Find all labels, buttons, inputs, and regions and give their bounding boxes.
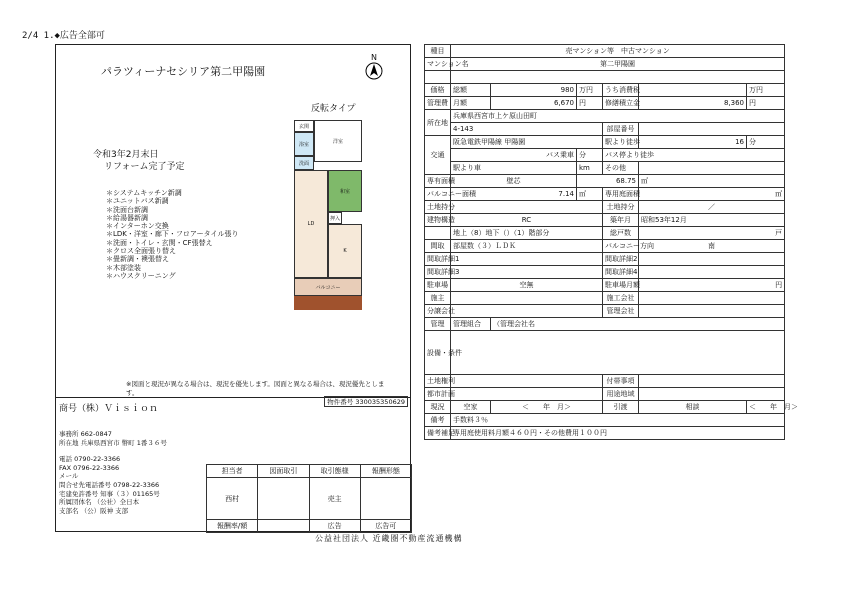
balcony-edge [294,296,362,310]
plan-type: 反転タイプ [311,104,356,114]
reform-item: ＊ユニットバス新調 [106,197,169,206]
reform-item: ＊インターホン交換 [106,222,169,231]
reform-item: ＊洗面台新調 [106,205,148,214]
room-western: 洋室 [314,120,362,162]
property-table: 種目 売マンション等 中古マンション マンション名 第二甲陽園 価格 総額 980 万円 うち消費税 万円 管理費 月額 6,670 円 修繕積立金 8,360 円 所在地 兵庫県西宮市上ケ原山田町 4-143 部屋番号 交通 阪急電鉄甲陽線 甲陽園 駅より徒歩 16 分 バス乗車 分 バス停より徒歩 駅より車 km その他 専有面積 壁芯 68.75 ㎡ バルコニー面積 7.14 ㎡ 専用庭面積 ㎡ 土地持分 土地持分 ／ 建物構造 RC 築年月 昭和53年12月 地上（8）地下（）（1）階部分 総戸数 戸 間取 部屋数（３）ＬＤＫ バルコニー方向 南 間取詳細1 間取詳細2 間取詳細3 間取詳細4 駐車場 空無 駐車場月額 円 施主 施工会社 分譲会社 管理会社 管理 管理組合 （管理会社名 設備・条件 土地権利 付帯事項 都市計画 用途地域 現況 空家 ＜ 年 月＞ 引渡 相談 ＜ 年 月＞ 備考 手数料３％ 備考補足 専用庭使用料月額４６０円・その他費用１００円 [424,44,785,440]
compass-icon [365,62,383,80]
room-washitsu: 和室 [328,170,362,212]
reform-item: ＊クロス全面張り替え [106,247,176,256]
property-title: パラツィーナセシリア第二甲陽園 [101,65,266,78]
floor-plan [294,120,364,320]
company-name: 商号（株）Ｖｉｓｉｏｎ [59,404,159,414]
page-header: 2/4 1.◆広告全部可 [22,31,105,41]
room-entrance: 玄関 [294,120,314,132]
reform-item: ＊木部塗装 [106,263,141,272]
room-bath: 浴室 [294,132,314,156]
company-block [55,398,411,532]
reform-item: ＊LDK・洋室・廊下・フロアータイル張り [106,230,239,239]
compass: N [364,53,384,82]
property-number: 物件番号 330035350629 [324,396,408,407]
reform-item: ＊畳新調・襖張替え [106,255,169,264]
footer-org: 公益社団法人 近畿圏不動産流通機構 [315,534,463,543]
reform-item: ＊ハウスクリーニング [106,271,176,280]
reform-line1: 令和3年2月末日 [93,150,159,160]
staff-table: 担当者 図面取引 取引態様 報酬形態 西村 売主 報酬率/額 広告 広告可 [206,464,412,533]
plan-note: ※図面と現況が異なる場合は、現況を優先します。図面と異なる場合は、現況優先とします。 [126,380,385,397]
reform-item: ＊洗面・トイレ・玄関・CF張替え [106,238,213,247]
reform-list [106,189,239,280]
room-balcony: バルコニー [294,278,362,296]
room-closet: 押入 [328,212,342,224]
reform-item: ＊システムキッチン新調 [106,189,182,197]
company-info: 事務所 662-0847 所在地 兵庫県西宮市 幣町 1番３６号 電話 0790-22-3366 FAX 0796-22-3366 メール 問合せ先電話番号 0798-22-3366 宅建免許番号 知事（３）01165号 所属団体名 （公社）全日本 支部名 （公）阪神 支部 [59,430,167,515]
reform-line2: リフォーム完了予定 [104,162,185,172]
room-kitchen: K [328,224,362,278]
floorplan-panel [55,44,411,398]
room-washroom: 洗面 [294,156,314,170]
room-ldk: LD [294,170,328,278]
reform-item: ＊給湯器新調 [106,213,148,222]
